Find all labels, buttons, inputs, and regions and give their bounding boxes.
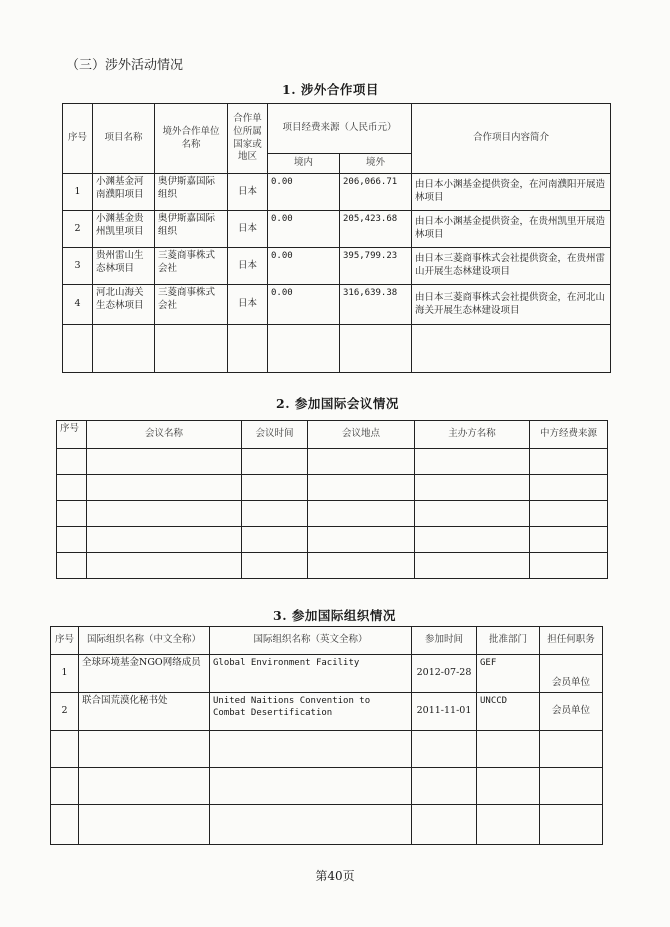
row-country: 日本 — [228, 248, 268, 285]
header-role: 担任何职务 — [540, 627, 603, 655]
row-summary: 由日本三菱商事株式会社提供资金，在贵州雷山开展生态林建设项目 — [412, 248, 611, 285]
row-project-name: 小渊基金河南濮阳项目 — [93, 174, 155, 211]
header-foreign: 境外 — [340, 154, 412, 174]
row-role: 会员单位 — [540, 693, 603, 731]
header-country: 合作单位所属国家或地区 — [228, 104, 268, 174]
header-host: 主办方名称 — [415, 421, 530, 449]
row-project-name: 贵州雷山生态林项目 — [93, 248, 155, 285]
row-summary: 由日本小渊基金提供资金，在河南濮阳开展造林项目 — [412, 174, 611, 211]
header-join-time: 参加时间 — [412, 627, 477, 655]
row-partner: 奥伊斯嘉国际组织 — [155, 174, 228, 211]
page-number: 第40页 — [315, 869, 355, 883]
table-row — [63, 248, 611, 285]
table-row-empty — [57, 501, 608, 527]
header-partner: 境外合作单位名称 — [155, 104, 228, 174]
row-approval-dept: UNCCD — [477, 693, 540, 731]
row-partner: 奥伊斯嘉国际组织 — [155, 211, 228, 248]
header-conference-time: 会议时间 — [242, 421, 308, 449]
row-country: 日本 — [228, 285, 268, 325]
row-foreign: 316,639.38 — [340, 285, 412, 325]
row-foreign: 395,799.23 — [340, 248, 412, 285]
table-row-empty — [51, 805, 603, 845]
row-index: 2 — [51, 693, 79, 731]
row-foreign: 206,066.71 — [340, 174, 412, 211]
row-join-time: 2011-11-01 — [412, 693, 477, 731]
row-org-name-cn: 联合国荒漠化秘书处 — [79, 693, 210, 731]
row-domestic: 0.00 — [268, 211, 340, 248]
row-join-time: 2012-07-28 — [412, 655, 477, 693]
foreign-cooperation-table — [62, 103, 611, 373]
header-summary: 合作项目内容简介 — [412, 104, 611, 174]
table2-title: 2. 参加国际会议情况 — [276, 396, 399, 411]
table-row — [51, 655, 603, 693]
table-row-empty — [57, 449, 608, 475]
row-country: 日本 — [228, 211, 268, 248]
row-foreign: 205,423.68 — [340, 211, 412, 248]
row-partner: 三菱商事株式会社 — [155, 285, 228, 325]
row-org-name-cn: 全球环境基金NGO网络成员 — [79, 655, 210, 693]
row-index: 1 — [63, 174, 93, 211]
row-org-name-en: United Naitions Convention to Combat Desertification — [210, 693, 412, 731]
row-org-name-en: Global Environment Facility — [210, 655, 412, 693]
header-funding-source: 中方经费来源 — [530, 421, 608, 449]
row-domestic: 0.00 — [268, 174, 340, 211]
header-conference-name: 会议名称 — [87, 421, 242, 449]
section-heading: （三）涉外活动情况 — [66, 58, 184, 73]
row-project-name: 河北山海关生态林项目 — [93, 285, 155, 325]
table-row — [63, 211, 611, 248]
header-index: 序号 — [57, 421, 87, 449]
table-row — [63, 174, 611, 211]
header-org-name-en: 国际组织名称（英文全称） — [210, 627, 412, 655]
row-index: 4 — [63, 285, 93, 325]
header-project-name: 项目名称 — [93, 104, 155, 174]
table-row-empty — [51, 768, 603, 805]
header-org-name-cn: 国际组织名称（中文全称） — [79, 627, 210, 655]
table-row-empty — [63, 325, 611, 373]
row-project-name: 小渊基金贵州凯里项目 — [93, 211, 155, 248]
row-index: 2 — [63, 211, 93, 248]
table-row-empty — [51, 731, 603, 768]
table-row-empty — [57, 527, 608, 553]
row-domestic: 0.00 — [268, 285, 340, 325]
table-row-empty — [57, 475, 608, 501]
row-index: 1 — [51, 655, 79, 693]
table-row-empty — [57, 553, 608, 579]
row-country: 日本 — [228, 174, 268, 211]
header-conference-place: 会议地点 — [308, 421, 415, 449]
row-role: 会员单位 — [540, 655, 603, 693]
row-index: 3 — [63, 248, 93, 285]
table-row — [63, 285, 611, 325]
row-summary: 由日本小渊基金提供资金，在贵州凯里开展造林项目 — [412, 211, 611, 248]
table-row — [51, 693, 603, 731]
table1-title: 1. 涉外合作项目 — [282, 82, 379, 97]
row-approval-dept: GEF — [477, 655, 540, 693]
header-approval-dept: 批准部门 — [477, 627, 540, 655]
table3-title: 3. 参加国际组织情况 — [273, 608, 396, 623]
international-organization-table — [50, 626, 603, 845]
row-partner: 三菱商事株式会社 — [155, 248, 228, 285]
international-conference-table — [56, 420, 608, 579]
row-domestic: 0.00 — [268, 248, 340, 285]
header-domestic: 境内 — [268, 154, 340, 174]
header-index: 序号 — [63, 104, 93, 174]
row-summary: 由日本三菱商事株式会社提供资金，在河北山海关开展生态林建设项目 — [412, 285, 611, 325]
header-index: 序号 — [51, 627, 79, 655]
header-funding: 项目经费来源（人民币元） — [268, 104, 412, 154]
